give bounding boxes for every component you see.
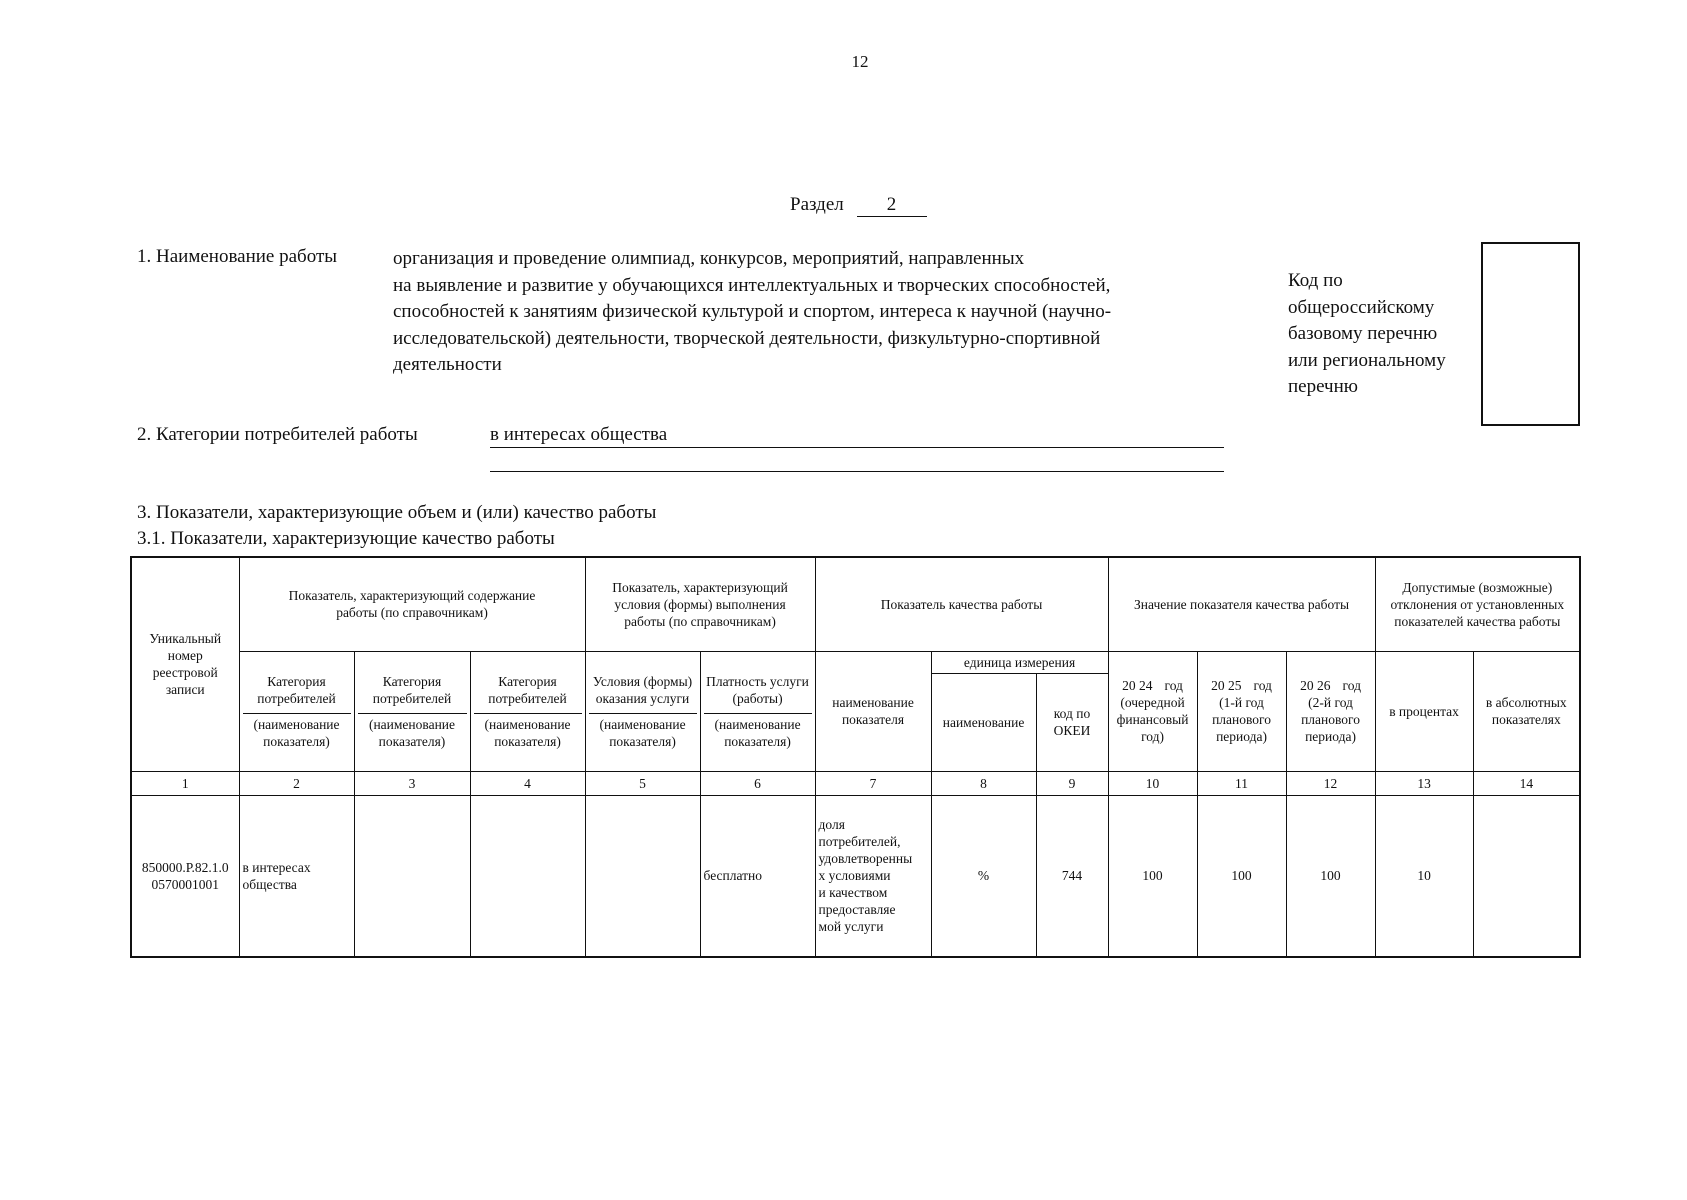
col-number: 3 [354, 771, 470, 795]
consumers-blank-line [490, 471, 1224, 472]
work-name-line: деятельности [393, 354, 502, 375]
work-name-label: 1. Наименование работы [137, 246, 338, 267]
col-category-3: Категория потребителей (наименование показателя) [470, 651, 585, 771]
cell-registry-number: 850000.Р.82.1.0 0570001001 [131, 795, 239, 957]
header-quality-indicator: Показатель качества работы [815, 557, 1108, 651]
work-name-text [393, 246, 1223, 379]
col-number: 11 [1197, 771, 1286, 795]
table-row [131, 795, 1580, 957]
code-label-line: перечню [1288, 376, 1358, 397]
column-numbers-row [131, 771, 1580, 795]
col-number: 12 [1286, 771, 1375, 795]
year-word: год [1164, 678, 1183, 693]
year-word: год [1253, 678, 1272, 693]
col-year-2025: 20 25 год (1-й год планового периода) [1197, 651, 1286, 771]
cell-value-2024: 100 [1108, 795, 1197, 957]
header-content-indicator: Показатель, характеризующий содержание работы (по справочникам) [239, 557, 585, 651]
col-number: 7 [815, 771, 931, 795]
col-category-1: Категория потребителей (наименование показателя) [239, 651, 354, 771]
col-percent: в процентах [1375, 651, 1473, 771]
col-number: 1 [131, 771, 239, 795]
cell-indicator: доля потребителей, удовлетворенны х условиями и качеством предоставляе мой услуги [815, 795, 931, 957]
col-category-2: Категория потребителей (наименование показателя) [354, 651, 470, 771]
work-name-line: исследовательской) деятельности, творческой деятельности, физкультурно-спортивной [393, 327, 1101, 349]
indicators-heading: 3. Показатели, характеризующие объем и (или) качество работы [137, 502, 657, 523]
code-label-line: базовому перечню [1288, 323, 1438, 344]
col-number: 6 [700, 771, 815, 795]
code-label-line: или региональному [1288, 349, 1446, 371]
section-heading [790, 194, 927, 217]
col-number: 5 [585, 771, 700, 795]
header-unique-number: Уникальный номер реестровой записи [131, 557, 239, 771]
code-label-line: общероссийскому [1288, 296, 1435, 318]
col-number: 2 [239, 771, 354, 795]
section-label: Раздел [790, 194, 844, 215]
header-conditions-indicator: Показатель, характеризующий условия (формы) выполнения работы (по справочникам) [585, 557, 815, 651]
consumers-value: в интересах общества [490, 424, 1224, 448]
col-unit-name: наименование [931, 673, 1036, 771]
cell-category-1: в интересах общества [239, 795, 354, 957]
col-number: 10 [1108, 771, 1197, 795]
col-year-2024: 20 24 год (очередной финансовый год) [1108, 651, 1197, 771]
col-service-payment: Платность услуги (работы) (наименование показателя) [700, 651, 815, 771]
col-unit: единица измерения [931, 651, 1108, 673]
consumers-label: 2. Категории потребителей работы [137, 424, 418, 445]
cell-payment: бесплатно [700, 795, 815, 957]
code-box [1481, 242, 1580, 426]
col-indicator-name: наименование показателя [815, 651, 931, 771]
work-name-line: на выявление и развитие у обучающихся интеллектуальных и творческих способностей, [393, 274, 1111, 296]
cell-okei: 744 [1036, 795, 1108, 957]
work-name-line: организация и проведение олимпиад, конкурсов, мероприятий, направленных [393, 248, 1025, 269]
cell-absolute [1473, 795, 1580, 957]
cell-unit: % [931, 795, 1036, 957]
cell-service-forms [585, 795, 700, 957]
page-number: 12 [851, 52, 869, 71]
col-okei: код по ОКЕИ [1036, 673, 1108, 771]
code-label-line: Код по [1288, 270, 1343, 291]
cell-value-2025: 100 [1197, 795, 1286, 957]
cell-category-2 [354, 795, 470, 957]
year-word: год [1342, 678, 1361, 693]
col-number: 4 [470, 771, 585, 795]
header-indicator-value: Значение показателя качества работы [1108, 557, 1375, 651]
cell-percent: 10 [1375, 795, 1473, 957]
col-year-2026: 20 26 год (2-й год планового периода) [1286, 651, 1375, 771]
col-service-forms: Условия (формы) оказания услуги (наименование показателя) [585, 651, 700, 771]
code-label [1288, 268, 1468, 401]
cell-value-2026: 100 [1286, 795, 1375, 957]
cell-category-3 [470, 795, 585, 957]
work-name-line: способностей к занятиям физической культурой и спортом, интереса к научной (научно- [393, 301, 1112, 322]
col-number: 8 [931, 771, 1036, 795]
section-number: 2 [857, 194, 927, 217]
col-number: 9 [1036, 771, 1108, 795]
quality-table [130, 556, 1581, 958]
col-absolute: в абсолютных показателях [1473, 651, 1580, 771]
quality-heading: 3.1. Показатели, характеризующие качество работы [137, 528, 555, 549]
header-allowed-deviation: Допустимые (возможные) отклонения от установленных показателей качества работы [1375, 557, 1580, 651]
col-number: 14 [1473, 771, 1580, 795]
col-number: 13 [1375, 771, 1473, 795]
